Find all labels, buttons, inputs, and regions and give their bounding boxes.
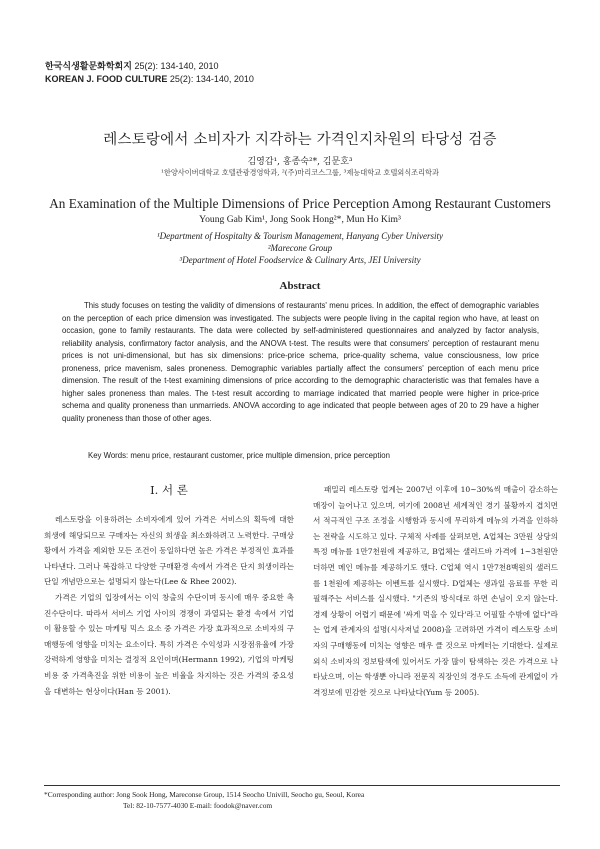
authors-en: Young Gab Kim¹, Jong Sook Hong²*, Mun Ho Kim³	[199, 214, 401, 225]
affiliations-ko: ¹한양사이버대학교 호텔관광경영학과, ²(주)마리코스그룹, ³제능대학교 호텔외식조리학과	[161, 168, 439, 177]
left-column	[44, 512, 294, 699]
footnote	[44, 789, 364, 811]
journal-citation-ko	[45, 60, 254, 73]
paper-title-ko: 레스토랑에서 소비자가 지각하는 가격인지차원의 타당성 검증	[103, 132, 497, 148]
paragraph: 가격은 기업의 입장에서는 이익 창출의 수단이며 동시에 매우 중요한 촉진수단이다. 따라서 서비스 기업 사이의 경쟁이 과열되는 환경 속에서 기업이 활용할 수 있는 마케팅 믹스 요소 중 가격은 가장 효과적으로 소비자의 구매행동에 영향을 미치는 요소이다. 특히 가격은 수익성과 시장점유율에 가장 강력하게 영향을 미치는 결정적 요인이며(Hermann 1992), 기업의 마케팅 비용 중 가격촉진을 위한 비용이 높은 비율을 차지하는 것은 가격의 중요성을 대변하는 현상이다(Han 등 2001).	[44, 592, 294, 696]
abstract-body: This study focuses on testing the validity of dimensions of restaurants' menu prices. In addition, the effect of demographic variables on the perception of each price dimension was investigated. The subjects were people living in the capital region who have, at least on occasion, gone to family restaurants. The data were collected by self-administered questionnaires and analyzed by factor analysis, reliability analysis, confirmatory factor analysis, and the ANOVA t-test. The results were that consumers' perception of restaurant menu prices is not uni-dimensional, but has six dimensions: price-price schema, price-quality schema, value consciousness, low price proneness, price mavenism, sales proneness. Demographic variables partially affect the consumers' perception of each menu price dimension. The result of the t-test examining dimensions of price according to the demographic characteristic was that females have a higher sales proneness than males. The t-test result according to marriage indicated that married people were higher in price-price schema and quality proneness than unmarrieds. ANOVA according to age indicated that people between ages of 20 to 29 have a higher quality proneness than those of other ages.	[62, 301, 539, 423]
affiliation-en-3: ³Department of Hotel Foodservice & Culinary Arts, JEI University	[179, 255, 421, 265]
journal-name-en: KOREAN J. FOOD CULTURE	[45, 74, 168, 84]
abstract-heading: Abstract	[279, 280, 321, 292]
journal-volume-en: 25(2): 134-140, 2010	[167, 74, 254, 84]
paragraph: 패밀리 레스토랑 업계는 2007년 이후에 10~30%씩 매출이 감소하는 매장이 늘어나고 있으며, 여기에 2008년 세계적인 경기 불황까지 겹치면서 적극적인 구조 조정을 시행함과 동시에 무리하게 메뉴의 가격을 인하하는 전략을 시도하고 있다. 구체적 사례를 살펴보면, A업체는 3만원 상당의 특정 메뉴를 1만7천원에 제공하고, B업체는 샐러드바 가격에 1~3천원만 더하면 메인 메뉴를 제공하기도 했다. C업체 역시 1만7천8백원의 샐러드를 1천원에 제공하는 이벤트를 실시했다. D업체는 생과일 음료를 무한 리필해주는 서비스를 실시했다. "기존의 방식대로 하면 손님이 오지 않는다. 경제 상황이 어렵기 때문에 '싸게 먹을 수 있다'라고 어필할 수밖에 없다"라는 업계 관계자의 설명(시사저널 2008)을 고려하면 가격이 레스토랑 소비자의 구매행동에 미치는 영향은 매우 클 것으로 마케터는 기대한다. 실제로 외식 소비자의 정보탐색에 있어서도 가장 많이 탐색하는 것은 가격으로 나타났으며, 이는 학생뿐 아니라 전문직 직장인의 경우도 소득에 관계없이 가격정보에 민감한 것으로 나타났다(Yum 등 2005).	[313, 485, 558, 697]
right-column	[313, 482, 558, 700]
journal-header	[45, 60, 254, 86]
footnote-contact: Tel: 82-10-7577-4030 E-mail: foodok@naver.com	[123, 801, 273, 810]
affiliation-en-2: ²Marecone Group	[267, 243, 333, 253]
journal-name-ko: 한국식생활문화학회지	[45, 61, 132, 71]
paragraph: 레스토랑을 이용하려는 소비자에게 있어 가격은 서비스의 획득에 대한 희생에 해당되므로 구매자는 자신의 희생을 최소화하려고 노력한다. 구매상황에서 가격을 제외한 모든 조건이 동일하다면 높은 가격은 부정적인 효과를 나타낸다. 그러나 복잡하고 다양한 구매환경 속에서 가격은 단지 희생이라는 단일 개념만으로는 설명되지 않는다(Lee & Rhee 2002).	[44, 515, 294, 587]
paper-title-en: An Examination of the Multiple Dimensions of Price Perception Among Restaurant Customers	[49, 196, 551, 211]
authors-ko: 김영갑¹, 홍종숙²*, 김문호³	[247, 157, 353, 167]
journal-volume-ko: 25(2): 134-140, 2010	[131, 61, 219, 71]
footnote-divider	[44, 785, 560, 786]
footnote-corresponding-author: *Corresponding author: Jong Sook Hong, Mareconse Group, 1514 Seocho Univill, Seocho gu, Seoul, Korea	[44, 790, 365, 799]
journal-citation-en	[45, 73, 254, 86]
affiliation-en-1: ¹Department of Hospitalty & Tourism Management, Hanyang Cyber University	[156, 231, 444, 241]
section-title: I. 서 론	[150, 483, 188, 497]
keywords: Key Words: menu price, restaurant customer, price multiple dimension, price perception	[88, 451, 390, 460]
